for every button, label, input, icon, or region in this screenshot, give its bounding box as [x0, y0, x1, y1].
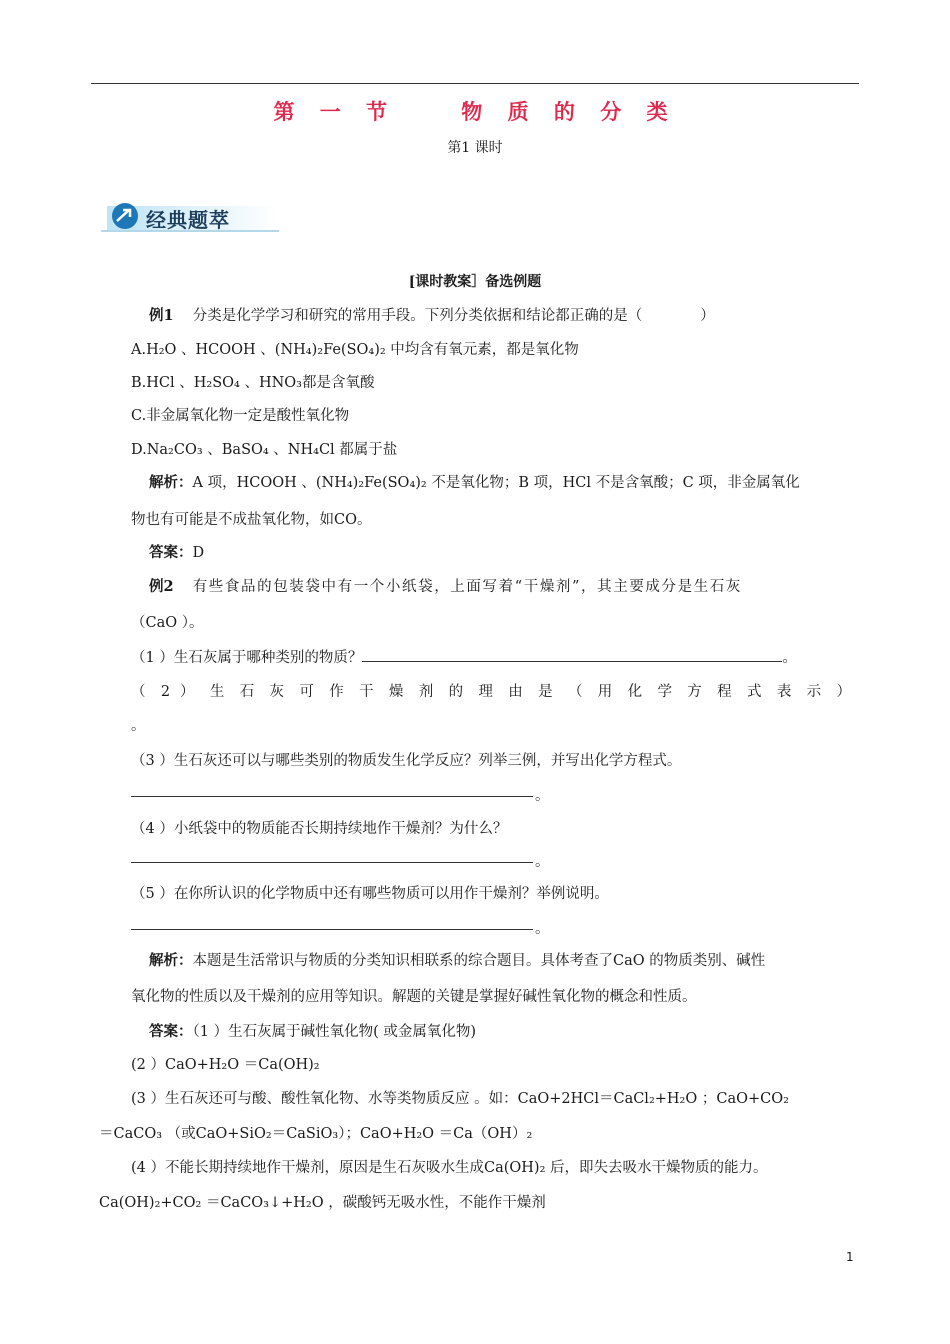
option-a: A.H₂O 、HCOOH 、(NH₄)₂Fe(SO₄)₂ 中均含有氧元素，都是氧化物: [131, 342, 579, 358]
blank-3-end: 。: [535, 788, 550, 804]
example2-answer-4-cont: Ca(OH)₂+CO₂ ＝CaCO₃↓+H₂O ，碳酸钙无吸水性，不能作干燥剂: [99, 1195, 546, 1211]
arrow-circle-icon: [112, 203, 138, 229]
example2-answer-3-cont: ＝CaCO₃ （或CaO+SiO₂＝CaSiO₃）；CaO+H₂O ＝Ca（OH）₂: [99, 1126, 533, 1142]
answer-blank-1[interactable]: [362, 648, 782, 662]
answer-blank-4[interactable]: [131, 862, 533, 863]
top-rule: [91, 83, 859, 84]
example2-answer-3: (3 ）生石灰还可与酸、酸性氧化物、水等类物质反应 。如：CaO+2HCl＝CaCl₂+H₂O ；CaO+CO₂: [131, 1091, 789, 1107]
blank-4-end: 。: [535, 854, 550, 870]
page-number: 1: [846, 1250, 854, 1264]
answer-blank-5[interactable]: [131, 929, 533, 930]
option-b: B.HCl 、H₂SO₄ 、HNO₃都是含氧酸: [131, 375, 375, 391]
example2-analysis-cont: 氧化物的性质以及干燥剂的应用等知识。解题的关键是掌握好碱性氧化物的概念和性质。: [131, 989, 697, 1005]
answer-blank-3[interactable]: [131, 796, 533, 797]
question-3: （3 ）生石灰还可以与哪些类别的物质发生化学反应？列举三例，并写出化学方程式。: [131, 753, 682, 769]
question-4: （4 ）小纸袋中的物质能否长期持续地作干燥剂？为什么？: [131, 821, 508, 837]
example1-analysis: 解析：A 项，HCOOH 、(NH₄)₂Fe(SO₄)₂ 不是氧化物；B 项，HCl 不是含氧酸；C 项，非金属氧化: [149, 474, 800, 491]
page-title: 第 一 节 物 质 的 分 类: [273, 100, 677, 124]
option-c: C.非金属氧化物一定是酸性氧化物: [131, 408, 350, 424]
example2-answer-2: (2 ）CaO+H₂O ＝Ca(OH)₂: [131, 1057, 320, 1073]
lesson-subtitle: 第1 课时: [447, 140, 503, 156]
example1-question: 例1 分类是化学学习和研究的常用手段。下列分类依据和结论都正确的是（ ）: [149, 307, 715, 324]
blank-5-end: 。: [535, 921, 550, 937]
example2-question-cont: （CaO ）。: [131, 615, 204, 631]
section-heading: [课时教案］备选例题: [408, 274, 542, 290]
example2-question: 例2 有些食品的包装袋中有一个小纸袋，上面写着“干燥剂”，其主要成分是生石灰: [149, 578, 743, 595]
example2-analysis: 解析：本题是生活常识与物质的分类知识相联系的综合题目。具体考查了CaO 的物质类别、碱性: [149, 952, 766, 969]
example2-answer-1: 答案：（1 ）生石灰属于碱性氧化物( 或金属氧化物): [149, 1023, 477, 1040]
question-5: （5 ）在你所认识的化学物质中还有哪些物质可以用作干燥剂？举例说明。: [131, 886, 609, 902]
question-2-end: 。: [131, 718, 146, 734]
question-2: （ 2 ） 生 石 灰 可 作 干 燥 剂 的 理 由 是 （ 用 化 学 方 程 式 表 示 ）: [131, 684, 851, 700]
example1-analysis-cont: 物也有可能是不成盐氧化物，如CO。: [131, 512, 372, 528]
option-d: D.Na₂CO₃ 、BaSO₄ 、NH₄Cl 都属于盐: [131, 442, 398, 458]
example1-answer: 答案：D: [149, 544, 205, 561]
banner-label: 经典题萃: [146, 208, 230, 232]
question-1: （1 ）生石灰属于哪种类别的物质？ 。: [131, 650, 797, 666]
example2-answer-4: (4 ）不能长期持续地作干燥剂，原因是生石灰吸水生成Ca(OH)₂ 后，即失去吸水干燥物质的能力。: [131, 1160, 768, 1176]
